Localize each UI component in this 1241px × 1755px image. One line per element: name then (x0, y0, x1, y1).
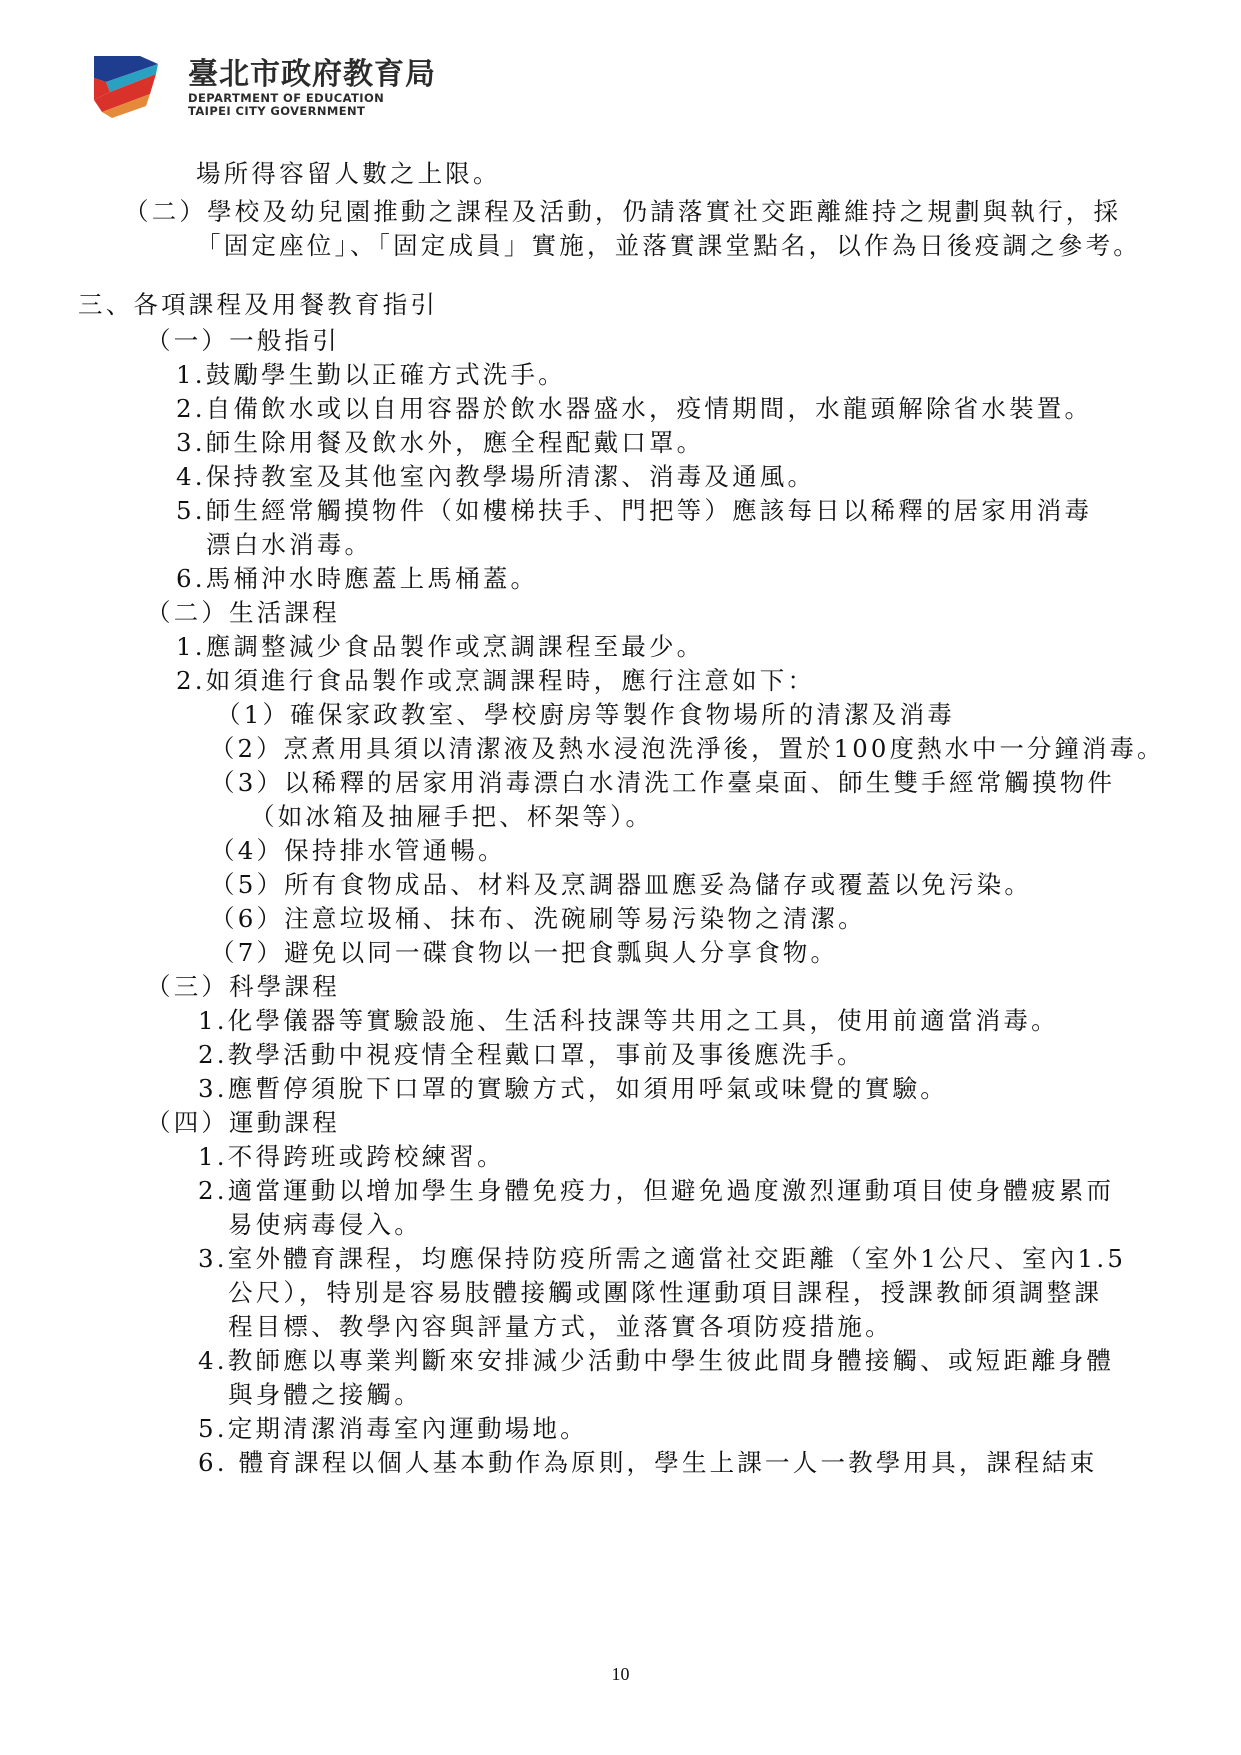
document-header (92, 48, 512, 128)
text-line: 「固定座位」、「固定成員」實施，並落實課堂點名，以作為日後疫調之參考。 (196, 231, 1141, 260)
sub-list-item: （1）確保家政教室、學校廚房等製作食物場所的清潔及消毒 (216, 700, 955, 729)
subsection-heading: （四）運動課程 (146, 1108, 340, 1137)
list-item-continuation: 與身體之接觸。 (228, 1380, 422, 1409)
list-item: 3.應暫停須脫下口罩的實驗方式，如須用呼氣或味覺的實驗。 (198, 1074, 948, 1103)
subsection-heading: （一）一般指引 (146, 326, 340, 355)
list-item: 5.師生經常觸摸物件（如樓梯扶手、門把等）應該每日以稀釋的居家用消毒 (176, 496, 1093, 525)
org-name-en-2: TAIPEI CITY GOVERNMENT (188, 104, 366, 118)
list-item: 6.馬桶沖水時應蓋上馬桶蓋。 (176, 564, 539, 593)
sub-list-item: （5）所有食物成品、材料及烹調器皿應妥為儲存或覆蓋以免污染。 (210, 870, 1033, 899)
text-line: 場所得容留人數之上限。 (196, 159, 501, 188)
list-item: 4.教師應以專業判斷來安排減少活動中學生彼此間身體接觸、或短距離身體 (198, 1346, 1115, 1375)
org-name-zh: 臺北市政府教育局 (188, 57, 436, 92)
subsection-heading: （二）生活課程 (146, 598, 340, 627)
taipei-education-logo-icon (92, 48, 164, 120)
sub-list-item: （7）避免以同一碟食物以一把食瓢與人分享食物。 (210, 938, 839, 967)
organization-name (188, 58, 436, 118)
list-item: 1.化學儀器等實驗設施、生活科技課等共用之工具，使用前適當消毒。 (198, 1006, 1059, 1035)
page-number: 10 (611, 1664, 630, 1684)
list-item: 3.室外體育課程，均應保持防疫所需之適當社交距離（室外1公尺、室內1.5 (198, 1244, 1127, 1273)
list-item: 3.師生除用餐及飲水外，應全程配戴口罩。 (176, 428, 705, 457)
list-item-continuation: 程目標、教學內容與評量方式，並落實各項防疫措施。 (228, 1312, 893, 1341)
sub-list-item: （6）注意垃圾桶、抹布、洗碗刷等易污染物之清潔。 (210, 904, 866, 933)
sub-list-item: （4）保持排水管通暢。 (210, 836, 506, 865)
list-item: 1.不得跨班或跨校練習。 (198, 1142, 505, 1171)
list-item: 2.教學活動中視疫情全程戴口罩，事前及事後應洗手。 (198, 1040, 865, 1069)
list-item: 5.定期清潔消毒室內運動場地。 (198, 1414, 588, 1443)
list-item: 2.自備飲水或以自用容器於飲水器盛水，疫情期間，水龍頭解除省水裝置。 (176, 394, 1093, 423)
sub-list-item: （2）烹煮用具須以清潔液及熱水浸泡洗淨後，置於100度熱水中一分鐘消毒。 (210, 734, 1165, 763)
list-item: 4.保持教室及其他室內教學場所清潔、消毒及通風。 (176, 462, 816, 491)
list-item: 2.適當運動以增加學生身體免疫力，但避免過度激烈運動項目使身體疲累而 (198, 1176, 1115, 1205)
list-item: 1.鼓勵學生勤以正確方式洗手。 (176, 360, 566, 389)
list-item: 6. 體育課程以個人基本動作為原則，學生上課一人一教學用具，課程結束 (198, 1448, 1098, 1477)
list-item: 1.應調整減少食品製作或烹調課程至最少。 (176, 632, 705, 661)
sub-list-item: （3）以稀釋的居家用消毒漂白水清洗工作臺桌面、師生雙手經常觸摸物件 (210, 768, 1116, 797)
list-item: 2.如須進行食品製作或烹調課程時，應行注意如下： (176, 666, 816, 695)
subsection-heading: （三）科學課程 (146, 972, 340, 1001)
list-item-continuation: 易使病毒侵入。 (228, 1210, 422, 1239)
list-item-continuation: 漂白水消毒。 (206, 530, 373, 559)
text-line: （二）學校及幼兒園推動之課程及活動，仍請落實社交距離維持之規劃與執行，採 (124, 197, 1122, 226)
sub-list-item-continuation: （如冰箱及抽屜手把、杯架等）。 (250, 802, 654, 831)
section-heading: 三、各項課程及用餐教育指引 (78, 290, 439, 319)
org-name-en-1: DEPARTMENT OF EDUCATION (188, 91, 385, 105)
list-item-continuation: 公尺），特別是容易肢體接觸或團隊性運動項目課程，授課教師須調整課 (228, 1278, 1103, 1307)
